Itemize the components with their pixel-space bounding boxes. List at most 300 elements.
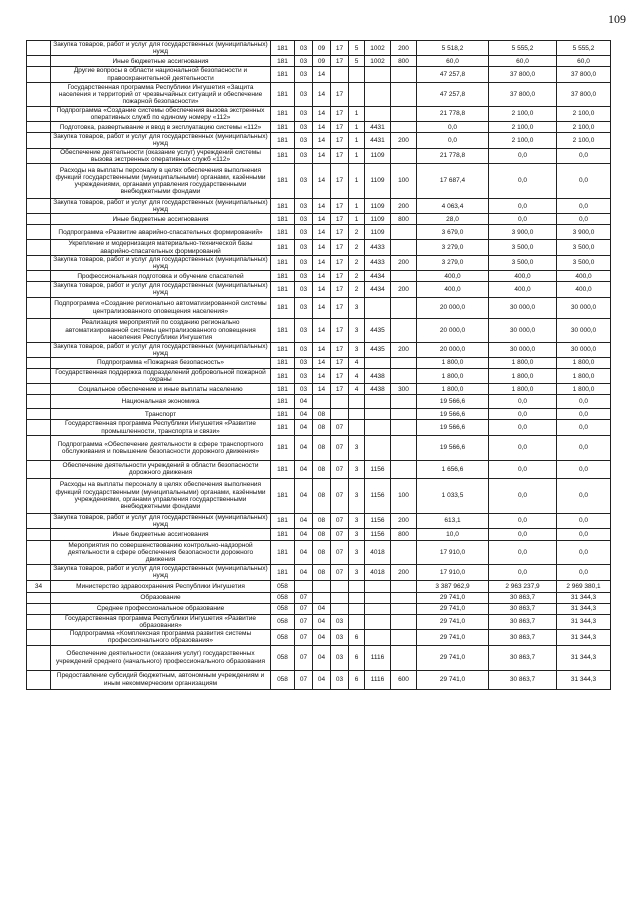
section-code-cell: 04 bbox=[295, 395, 313, 409]
subprogram-code-cell bbox=[349, 592, 365, 603]
item-name-cell: Иные бюджетные ассигнования bbox=[51, 529, 271, 541]
amount-year-2-cell: 2 100,0 bbox=[489, 106, 557, 121]
row-number-cell bbox=[27, 513, 51, 528]
table-row bbox=[27, 133, 611, 148]
subsection-code-cell: 14 bbox=[313, 164, 331, 199]
admin-code-cell: 058 bbox=[271, 645, 295, 670]
section-code-cell: 03 bbox=[295, 225, 313, 240]
amount-year-1-cell: 60,0 bbox=[417, 56, 489, 67]
admin-code-cell: 181 bbox=[271, 133, 295, 148]
admin-code-cell: 181 bbox=[271, 240, 295, 255]
amount-year-1-cell: 1 656,6 bbox=[417, 460, 489, 478]
expense-type-cell bbox=[391, 603, 417, 614]
amount-year-1-cell: 613,1 bbox=[417, 513, 489, 528]
amount-year-3-cell: 2 100,0 bbox=[557, 106, 611, 121]
section-code-cell: 04 bbox=[295, 420, 313, 435]
amount-year-1-cell: 0,0 bbox=[417, 122, 489, 133]
subsection-code-cell: 04 bbox=[313, 614, 331, 629]
admin-code-cell: 181 bbox=[271, 214, 295, 225]
expense-type-cell: 800 bbox=[391, 56, 417, 67]
section-code-cell: 03 bbox=[295, 255, 313, 270]
program-code-cell bbox=[331, 592, 349, 603]
amount-year-2-cell: 0,0 bbox=[489, 460, 557, 478]
row-number-cell bbox=[27, 670, 51, 689]
amount-year-3-cell: 0,0 bbox=[557, 565, 611, 580]
direction-code-cell: 4433 bbox=[365, 255, 391, 270]
amount-year-1-cell: 19 566,6 bbox=[417, 395, 489, 409]
item-name-cell: Подпрограмма «Обеспечение деятельности в сфере транспортного обслуживания и повышение безопасности дорожного движения» bbox=[51, 435, 271, 460]
subsection-code-cell: 14 bbox=[313, 148, 331, 163]
row-number-cell bbox=[27, 122, 51, 133]
amount-year-1-cell: 20 000,0 bbox=[417, 342, 489, 357]
admin-code-cell: 058 bbox=[271, 603, 295, 614]
expense-type-cell bbox=[391, 630, 417, 645]
section-code-cell: 07 bbox=[295, 614, 313, 629]
amount-year-2-cell: 400,0 bbox=[489, 282, 557, 297]
amount-year-1-cell: 21 778,8 bbox=[417, 106, 489, 121]
table-row bbox=[27, 122, 611, 133]
amount-year-3-cell: 0,0 bbox=[557, 541, 611, 565]
item-name-cell: Подпрограмма «Комплексная программа развития системы профессионального образования» bbox=[51, 630, 271, 645]
section-code-cell: 03 bbox=[295, 67, 313, 82]
program-code-cell: 17 bbox=[331, 342, 349, 357]
program-code-cell: 07 bbox=[331, 478, 349, 513]
section-code-cell: 03 bbox=[295, 56, 313, 67]
row-number-cell bbox=[27, 282, 51, 297]
subsection-code-cell: 04 bbox=[313, 645, 331, 670]
amount-year-2-cell: 0,0 bbox=[489, 435, 557, 460]
admin-code-cell: 181 bbox=[271, 106, 295, 121]
amount-year-2-cell: 0,0 bbox=[489, 199, 557, 214]
subprogram-code-cell bbox=[349, 614, 365, 629]
program-code-cell bbox=[331, 603, 349, 614]
subprogram-code-cell: 3 bbox=[349, 565, 365, 580]
direction-code-cell: 4018 bbox=[365, 565, 391, 580]
item-name-cell: Образование bbox=[51, 592, 271, 603]
item-name-cell: Расходы на выплаты персоналу в целях обеспечения выполнения функций государственными (муниципальными) органами, казёнными учреждениями, органами управления государственными внебюджетными фондами bbox=[51, 478, 271, 513]
item-name-cell: Обеспечение деятельности (оказание услуг) учреждений системы вызова экстренных оперативных служб «112» bbox=[51, 148, 271, 163]
row-number-cell bbox=[27, 164, 51, 199]
row-number-cell bbox=[27, 297, 51, 318]
program-code-cell bbox=[331, 395, 349, 409]
table-row bbox=[27, 541, 611, 565]
amount-year-1-cell: 47 257,8 bbox=[417, 67, 489, 82]
admin-code-cell: 181 bbox=[271, 271, 295, 282]
amount-year-1-cell: 1 800,0 bbox=[417, 384, 489, 395]
amount-year-1-cell: 10,0 bbox=[417, 529, 489, 541]
row-number-cell bbox=[27, 271, 51, 282]
expense-type-cell bbox=[391, 148, 417, 163]
direction-code-cell: 1109 bbox=[365, 148, 391, 163]
row-number-cell bbox=[27, 645, 51, 670]
amount-year-3-cell: 31 344,3 bbox=[557, 592, 611, 603]
admin-code-cell: 181 bbox=[271, 164, 295, 199]
amount-year-1-cell: 29 741,0 bbox=[417, 603, 489, 614]
amount-year-2-cell: 30 863,7 bbox=[489, 645, 557, 670]
expense-type-cell: 200 bbox=[391, 133, 417, 148]
item-name-cell: Иные бюджетные ассигнования bbox=[51, 214, 271, 225]
program-code-cell: 17 bbox=[331, 240, 349, 255]
amount-year-2-cell: 37 800,0 bbox=[489, 82, 557, 106]
amount-year-3-cell: 400,0 bbox=[557, 282, 611, 297]
row-number-cell bbox=[27, 614, 51, 629]
amount-year-3-cell: 0,0 bbox=[557, 478, 611, 513]
subsection-code-cell: 14 bbox=[313, 255, 331, 270]
amount-year-2-cell: 0,0 bbox=[489, 164, 557, 199]
subsection-code-cell: 14 bbox=[313, 67, 331, 82]
section-code-cell: 03 bbox=[295, 271, 313, 282]
subsection-code-cell: 04 bbox=[313, 603, 331, 614]
program-code-cell: 17 bbox=[331, 82, 349, 106]
subsection-code-cell: 08 bbox=[313, 529, 331, 541]
amount-year-1-cell: 4 063,4 bbox=[417, 199, 489, 214]
amount-year-3-cell: 0,0 bbox=[557, 164, 611, 199]
program-code-cell: 07 bbox=[331, 420, 349, 435]
amount-year-2-cell: 1 800,0 bbox=[489, 358, 557, 369]
amount-year-1-cell: 19 566,6 bbox=[417, 409, 489, 420]
admin-code-cell: 181 bbox=[271, 513, 295, 528]
section-code-cell: 04 bbox=[295, 409, 313, 420]
amount-year-2-cell: 0,0 bbox=[489, 478, 557, 513]
amount-year-2-cell: 0,0 bbox=[489, 565, 557, 580]
amount-year-1-cell: 5 518,2 bbox=[417, 41, 489, 56]
amount-year-3-cell: 0,0 bbox=[557, 420, 611, 435]
direction-code-cell: 1116 bbox=[365, 645, 391, 670]
subsection-code-cell: 08 bbox=[313, 420, 331, 435]
expense-type-cell bbox=[391, 435, 417, 460]
subprogram-code-cell: 3 bbox=[349, 435, 365, 460]
expense-type-cell bbox=[391, 122, 417, 133]
expense-type-cell bbox=[391, 82, 417, 106]
subprogram-code-cell: 4 bbox=[349, 358, 365, 369]
subsection-code-cell: 08 bbox=[313, 565, 331, 580]
amount-year-2-cell: 2 963 237,9 bbox=[489, 580, 557, 592]
row-number-cell bbox=[27, 133, 51, 148]
table-row bbox=[27, 67, 611, 82]
section-code-cell: 07 bbox=[295, 645, 313, 670]
amount-year-3-cell: 30 000,0 bbox=[557, 297, 611, 318]
amount-year-1-cell: 29 741,0 bbox=[417, 630, 489, 645]
admin-code-cell: 181 bbox=[271, 342, 295, 357]
row-number-cell bbox=[27, 529, 51, 541]
amount-year-1-cell: 29 741,0 bbox=[417, 592, 489, 603]
program-code-cell: 17 bbox=[331, 282, 349, 297]
row-number-cell bbox=[27, 318, 51, 342]
amount-year-2-cell: 0,0 bbox=[489, 541, 557, 565]
admin-code-cell: 181 bbox=[271, 460, 295, 478]
program-code-cell: 07 bbox=[331, 529, 349, 541]
item-name-cell: Подпрограмма «Создание регионально автоматизированной системы централизованного оповещения населения» bbox=[51, 297, 271, 318]
expense-type-cell bbox=[391, 541, 417, 565]
table-row bbox=[27, 395, 611, 409]
amount-year-2-cell: 30 863,7 bbox=[489, 603, 557, 614]
subprogram-code-cell: 3 bbox=[349, 529, 365, 541]
subsection-code-cell: 14 bbox=[313, 369, 331, 384]
program-code-cell: 07 bbox=[331, 513, 349, 528]
program-code-cell: 17 bbox=[331, 369, 349, 384]
direction-code-cell: 4434 bbox=[365, 271, 391, 282]
section-code-cell: 03 bbox=[295, 240, 313, 255]
item-name-cell: Укрепление и модернизация материально-технической базы аварийно-спасательных формирований bbox=[51, 240, 271, 255]
admin-code-cell: 181 bbox=[271, 529, 295, 541]
subsection-code-cell: 04 bbox=[313, 670, 331, 689]
direction-code-cell: 4435 bbox=[365, 318, 391, 342]
amount-year-2-cell: 0,0 bbox=[489, 420, 557, 435]
subprogram-code-cell: 3 bbox=[349, 460, 365, 478]
subprogram-code-cell: 3 bbox=[349, 297, 365, 318]
item-name-cell: Социальное обеспечение и иные выплаты населению bbox=[51, 384, 271, 395]
subsection-code-cell: 14 bbox=[313, 240, 331, 255]
expense-type-cell: 800 bbox=[391, 214, 417, 225]
amount-year-1-cell: 20 000,0 bbox=[417, 318, 489, 342]
item-name-cell: Закупка товаров, работ и услуг для государственных (муниципальных) нужд bbox=[51, 565, 271, 580]
expense-type-cell bbox=[391, 580, 417, 592]
amount-year-1-cell: 3 387 962,9 bbox=[417, 580, 489, 592]
amount-year-1-cell: 19 566,6 bbox=[417, 420, 489, 435]
amount-year-3-cell: 0,0 bbox=[557, 529, 611, 541]
item-name-cell: Обеспечение деятельности учреждений в области безопасности дорожного движения bbox=[51, 460, 271, 478]
subsection-code-cell: 14 bbox=[313, 199, 331, 214]
amount-year-3-cell: 3 500,0 bbox=[557, 255, 611, 270]
amount-year-3-cell: 0,0 bbox=[557, 395, 611, 409]
subprogram-code-cell: 3 bbox=[349, 541, 365, 565]
row-number-cell bbox=[27, 67, 51, 82]
amount-year-2-cell: 400,0 bbox=[489, 271, 557, 282]
program-code-cell: 17 bbox=[331, 214, 349, 225]
subsection-code-cell: 04 bbox=[313, 630, 331, 645]
table-body bbox=[27, 41, 611, 690]
amount-year-3-cell: 2 100,0 bbox=[557, 122, 611, 133]
amount-year-2-cell: 3 900,0 bbox=[489, 225, 557, 240]
item-name-cell: Государственная программа Республики Ингушетия «Защита населения и территорий от чрезвычайных ситуаций и обеспечение пожарной безопасности» bbox=[51, 82, 271, 106]
program-code-cell: 17 bbox=[331, 358, 349, 369]
amount-year-3-cell: 3 500,0 bbox=[557, 240, 611, 255]
item-name-cell: Закупка товаров, работ и услуг для государственных (муниципальных) нужд bbox=[51, 41, 271, 56]
subsection-code-cell bbox=[313, 395, 331, 409]
table-row bbox=[27, 670, 611, 689]
subsection-code-cell: 09 bbox=[313, 41, 331, 56]
item-name-cell: Закупка товаров, работ и услуг для государственных (муниципальных) нужд bbox=[51, 342, 271, 357]
direction-code-cell: 1116 bbox=[365, 670, 391, 689]
direction-code-cell bbox=[365, 592, 391, 603]
program-code-cell: 17 bbox=[331, 225, 349, 240]
subsection-code-cell: 14 bbox=[313, 225, 331, 240]
table-row bbox=[27, 478, 611, 513]
amount-year-2-cell: 5 555,2 bbox=[489, 41, 557, 56]
direction-code-cell: 1156 bbox=[365, 460, 391, 478]
section-code-cell: 04 bbox=[295, 435, 313, 460]
subprogram-code-cell bbox=[349, 395, 365, 409]
amount-year-2-cell: 1 800,0 bbox=[489, 384, 557, 395]
program-code-cell: 17 bbox=[331, 164, 349, 199]
direction-code-cell bbox=[365, 395, 391, 409]
admin-code-cell: 181 bbox=[271, 384, 295, 395]
table-row bbox=[27, 82, 611, 106]
program-code-cell: 07 bbox=[331, 541, 349, 565]
table-row bbox=[27, 645, 611, 670]
section-code-cell: 03 bbox=[295, 384, 313, 395]
row-number-cell bbox=[27, 478, 51, 513]
subprogram-code-cell bbox=[349, 82, 365, 106]
subsection-code-cell: 14 bbox=[313, 342, 331, 357]
amount-year-3-cell: 0,0 bbox=[557, 214, 611, 225]
program-code-cell: 17 bbox=[331, 148, 349, 163]
subsection-code-cell: 14 bbox=[313, 133, 331, 148]
admin-code-cell: 058 bbox=[271, 580, 295, 592]
table-row bbox=[27, 603, 611, 614]
amount-year-2-cell: 37 800,0 bbox=[489, 67, 557, 82]
subprogram-code-cell: 3 bbox=[349, 342, 365, 357]
table-row bbox=[27, 592, 611, 603]
section-code-cell: 03 bbox=[295, 82, 313, 106]
subprogram-code-cell: 3 bbox=[349, 318, 365, 342]
admin-code-cell: 181 bbox=[271, 541, 295, 565]
direction-code-cell: 4431 bbox=[365, 133, 391, 148]
direction-code-cell: 4433 bbox=[365, 240, 391, 255]
subprogram-code-cell: 1 bbox=[349, 106, 365, 121]
expense-type-cell: 200 bbox=[391, 255, 417, 270]
program-code-cell: 17 bbox=[331, 56, 349, 67]
subsection-code-cell: 08 bbox=[313, 435, 331, 460]
amount-year-3-cell: 2 100,0 bbox=[557, 133, 611, 148]
table-row bbox=[27, 282, 611, 297]
amount-year-3-cell: 30 000,0 bbox=[557, 342, 611, 357]
table-row bbox=[27, 318, 611, 342]
table-row bbox=[27, 41, 611, 56]
direction-code-cell: 1156 bbox=[365, 478, 391, 513]
program-code-cell: 17 bbox=[331, 133, 349, 148]
expense-type-cell bbox=[391, 225, 417, 240]
amount-year-3-cell: 1 800,0 bbox=[557, 384, 611, 395]
admin-code-cell: 058 bbox=[271, 592, 295, 603]
amount-year-1-cell: 3 279,0 bbox=[417, 255, 489, 270]
section-code-cell bbox=[295, 580, 313, 592]
amount-year-1-cell: 400,0 bbox=[417, 271, 489, 282]
expense-type-cell bbox=[391, 614, 417, 629]
row-number-cell bbox=[27, 369, 51, 384]
admin-code-cell: 181 bbox=[271, 199, 295, 214]
amount-year-2-cell: 0,0 bbox=[489, 513, 557, 528]
direction-code-cell: 4438 bbox=[365, 384, 391, 395]
subprogram-code-cell: 3 bbox=[349, 478, 365, 513]
subsection-code-cell: 14 bbox=[313, 297, 331, 318]
item-name-cell: Закупка товаров, работ и услуг для государственных (муниципальных) нужд bbox=[51, 513, 271, 528]
subsection-code-cell: 08 bbox=[313, 541, 331, 565]
direction-code-cell bbox=[365, 67, 391, 82]
amount-year-3-cell: 0,0 bbox=[557, 435, 611, 460]
direction-code-cell: 1109 bbox=[365, 214, 391, 225]
amount-year-1-cell: 3 279,0 bbox=[417, 240, 489, 255]
subprogram-code-cell bbox=[349, 580, 365, 592]
direction-code-cell bbox=[365, 420, 391, 435]
section-code-cell: 04 bbox=[295, 565, 313, 580]
direction-code-cell bbox=[365, 106, 391, 121]
admin-code-cell: 181 bbox=[271, 435, 295, 460]
direction-code-cell bbox=[365, 409, 391, 420]
subprogram-code-cell: 1 bbox=[349, 122, 365, 133]
subprogram-code-cell: 3 bbox=[349, 513, 365, 528]
amount-year-3-cell: 0,0 bbox=[557, 460, 611, 478]
amount-year-1-cell: 29 741,0 bbox=[417, 614, 489, 629]
direction-code-cell: 1156 bbox=[365, 513, 391, 528]
direction-code-cell bbox=[365, 580, 391, 592]
amount-year-1-cell: 1 800,0 bbox=[417, 358, 489, 369]
subsection-code-cell: 14 bbox=[313, 282, 331, 297]
program-code-cell: 07 bbox=[331, 435, 349, 460]
section-code-cell: 03 bbox=[295, 164, 313, 199]
item-name-cell: Закупка товаров, работ и услуг для государственных (муниципальных) нужд bbox=[51, 255, 271, 270]
amount-year-2-cell: 1 800,0 bbox=[489, 369, 557, 384]
expense-type-cell: 300 bbox=[391, 384, 417, 395]
amount-year-1-cell: 17 910,0 bbox=[417, 541, 489, 565]
program-code-cell: 17 bbox=[331, 199, 349, 214]
subprogram-code-cell: 2 bbox=[349, 240, 365, 255]
admin-code-cell: 181 bbox=[271, 395, 295, 409]
direction-code-cell bbox=[365, 630, 391, 645]
amount-year-2-cell: 30 863,7 bbox=[489, 592, 557, 603]
row-number-cell bbox=[27, 358, 51, 369]
item-name-cell: Подготовка, развертывание и ввод в эксплуатацию системы «112» bbox=[51, 122, 271, 133]
section-code-cell: 03 bbox=[295, 199, 313, 214]
amount-year-1-cell: 1 800,0 bbox=[417, 369, 489, 384]
expense-type-cell: 100 bbox=[391, 478, 417, 513]
amount-year-2-cell: 30 863,7 bbox=[489, 670, 557, 689]
admin-code-cell: 058 bbox=[271, 630, 295, 645]
section-code-cell: 03 bbox=[295, 282, 313, 297]
subsection-code-cell: 14 bbox=[313, 271, 331, 282]
expense-type-cell: 200 bbox=[391, 41, 417, 56]
expense-type-cell bbox=[391, 106, 417, 121]
program-code-cell: 17 bbox=[331, 255, 349, 270]
item-name-cell: Закупка товаров, работ и услуг для государственных (муниципальных) нужд bbox=[51, 199, 271, 214]
expense-type-cell bbox=[391, 409, 417, 420]
item-name-cell: Иные бюджетные ассигнования bbox=[51, 56, 271, 67]
expense-type-cell: 200 bbox=[391, 199, 417, 214]
direction-code-cell: 4018 bbox=[365, 541, 391, 565]
item-name-cell: Мероприятия по совершенствованию контрольно-надзорной деятельности в сфере обеспечения безопасности дорожного движения bbox=[51, 541, 271, 565]
amount-year-1-cell: 3 679,0 bbox=[417, 225, 489, 240]
section-code-cell: 04 bbox=[295, 460, 313, 478]
amount-year-2-cell: 0,0 bbox=[489, 148, 557, 163]
section-code-cell: 03 bbox=[295, 297, 313, 318]
subprogram-code-cell: 1 bbox=[349, 214, 365, 225]
direction-code-cell: 4438 bbox=[365, 369, 391, 384]
row-number-cell bbox=[27, 148, 51, 163]
row-number-cell bbox=[27, 214, 51, 225]
section-code-cell: 03 bbox=[295, 133, 313, 148]
subprogram-code-cell: 6 bbox=[349, 630, 365, 645]
item-name-cell: Государственная программа Республики Ингушетия «Развитие образования» bbox=[51, 614, 271, 629]
row-number-cell bbox=[27, 82, 51, 106]
amount-year-3-cell: 1 800,0 bbox=[557, 358, 611, 369]
expense-type-cell bbox=[391, 67, 417, 82]
amount-year-2-cell: 0,0 bbox=[489, 409, 557, 420]
program-code-cell: 03 bbox=[331, 614, 349, 629]
amount-year-2-cell: 0,0 bbox=[489, 214, 557, 225]
amount-year-1-cell: 17 910,0 bbox=[417, 565, 489, 580]
direction-code-cell bbox=[365, 435, 391, 460]
amount-year-3-cell: 3 900,0 bbox=[557, 225, 611, 240]
row-number-cell bbox=[27, 565, 51, 580]
direction-code-cell bbox=[365, 82, 391, 106]
subprogram-code-cell: 1 bbox=[349, 164, 365, 199]
row-number-cell bbox=[27, 435, 51, 460]
expense-type-cell bbox=[391, 358, 417, 369]
amount-year-2-cell: 30 000,0 bbox=[489, 297, 557, 318]
table-row bbox=[27, 565, 611, 580]
program-code-cell: 17 bbox=[331, 297, 349, 318]
amount-year-3-cell: 37 800,0 bbox=[557, 67, 611, 82]
